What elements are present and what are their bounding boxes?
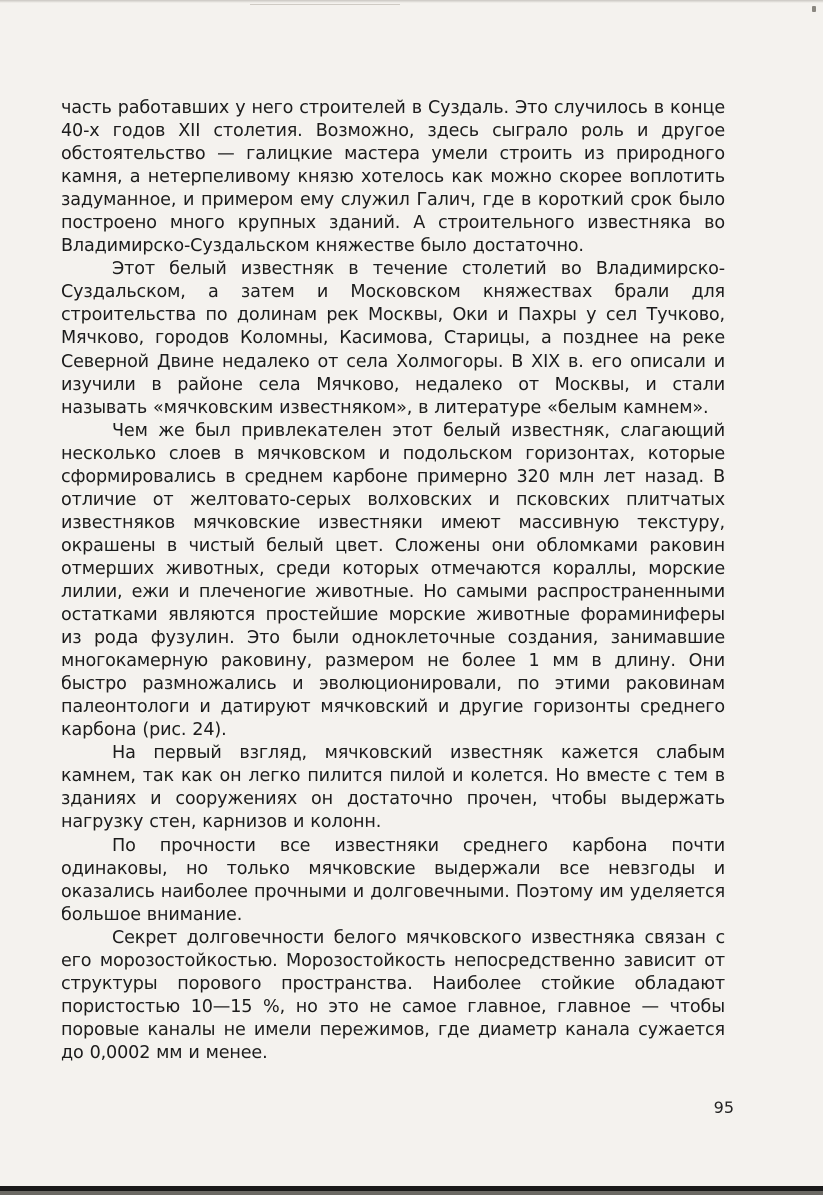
paragraph-6: Секрет долговечности белого мячковского известняка связан с его морозостойкостью. Морозостойкость непосредственно зависит от структуры порового пространства. Наиболее стойкие обладают пористостью 10—15 %, но это не самое главное, главное — чтобы поровые каналы не имели пережимов, где диаметр канала сужается до 0,0002 мм и менее.	[61, 927, 725, 1063]
paragraph-3: Чем же был привлекателен этот белый известняк, слагающий несколько слоев в мячковском и подольском горизонтах, которые сформировались в среднем карбоне примерно 320 млн лет назад. В отличие от желтовато-серых волховских и псковских плитчатых известняков мячковские известняки имеют массивную текстуру, окрашены в чистый белый цвет. Сложены они обломками раковин отмерших животных, среди которых отмечаются кораллы, морские лилии, ежи и плеченогие животные. Но самыми распространенными остатками являются простейшие морские животные фораминиферы из рода фузулин. Это были одноклеточные создания, занимавшие многокамерную раковину, размером не более 1 мм в длину. Они быстро размножались и эволюционировали, по этими раковинам палеонтологи и датируют мячковский и другие горизонты среднего карбона (рис. 24).	[61, 420, 725, 741]
paragraph-2: Этот белый известняк в течение столетий во Владимирско-Суздальском, а затем и Московском княжествах брали для строительства по долинам рек Москвы, Оки и Пахры у сел Тучково, Мячково, городов Коломны, Касимова, Старицы, а позднее на реке Северной Двине недалеко от села Холмогоры. В XIX в. его описали и изучили в районе села Мячково, недалеко от Москвы, и стали называть «мячковским известняком», в литературе «белым камнем».	[61, 259, 725, 418]
page-number: 95	[713, 1098, 734, 1117]
paragraph-4: На первый взгляд, мячковский известняк кажется слабым камнем, так как он легко пилится пилой и колется. Но вместе с тем в зданиях и сооружениях он достаточно прочен, чтобы выдержать нагрузку стен, карнизов и колонн.	[61, 743, 725, 833]
scan-bottom-shade	[0, 1191, 823, 1195]
scan-mark	[250, 4, 400, 5]
page-body	[61, 97, 725, 1065]
paragraph-1: часть работавших у него строителей в Суздаль. Это случилось в конце 40-х годов XII столетия. Возможно, здесь сыграло роль и другое обстоятельство — галицкие мастера умели строить из природного камня, а нетерпеливому князю хотелось как можно скорее воплотить задуманное, и примером ему служил Галич, где в короткий срок было построено много крупных зданий. А строительного известняка во Владимирско-Суздальском княжестве было достаточно.	[61, 98, 725, 257]
scan-speck	[812, 6, 816, 12]
paragraph-5: По прочности все известняки среднего карбона почти одинаковы, но только мячковские выдержали все невзгоды и оказались наиболее прочными и долговечными. Поэтому им уделяется большое внимание.	[61, 835, 725, 925]
scan-edge-top	[0, 0, 823, 3]
